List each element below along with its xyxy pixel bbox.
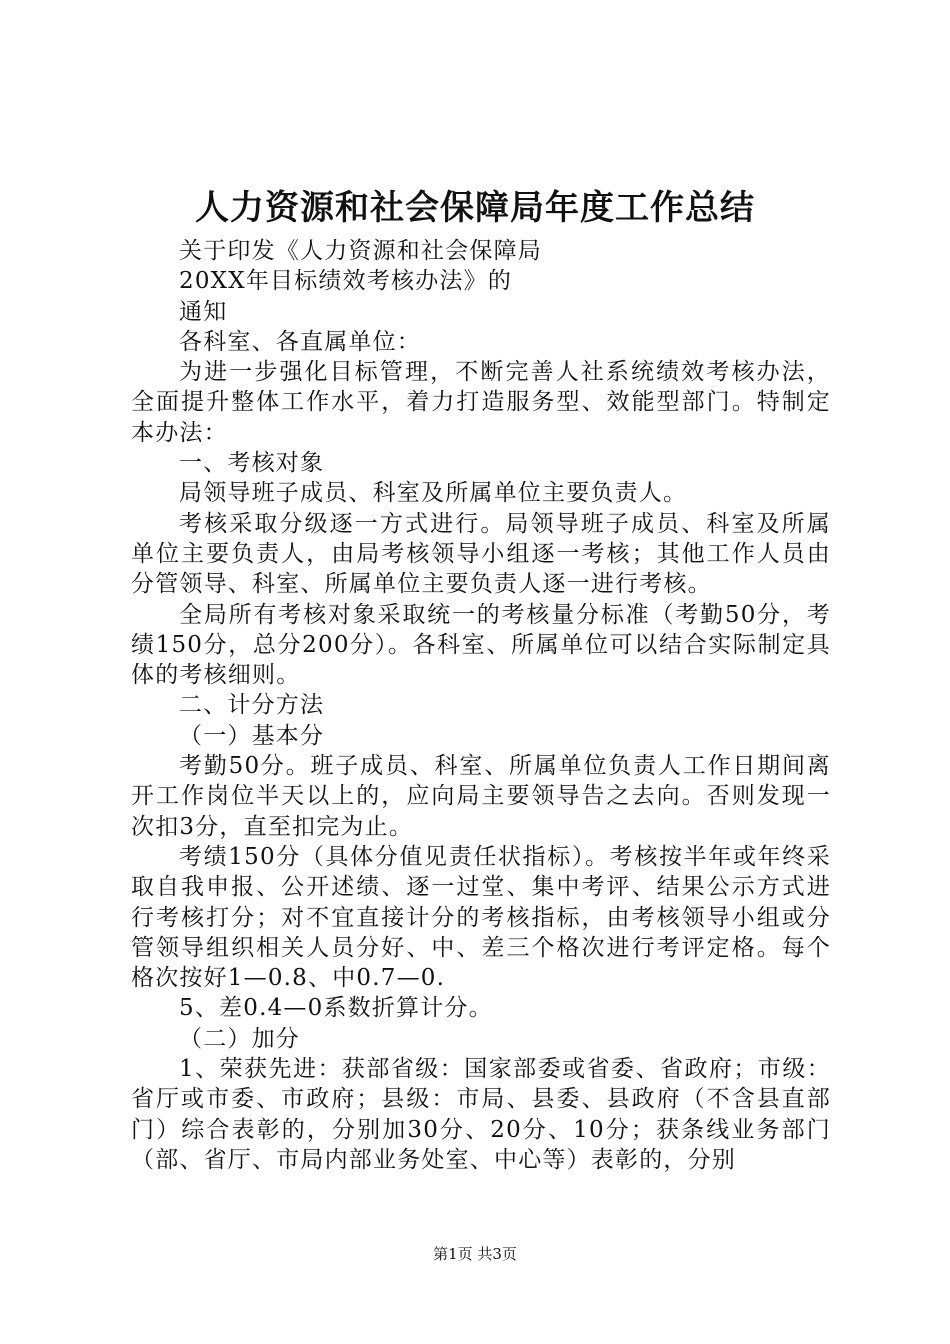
document-title: 人力资源和社会保障局年度工作总结 xyxy=(195,188,755,228)
recipients-line: 各科室、各直属单位： xyxy=(179,328,421,355)
document-body xyxy=(131,236,831,1175)
notice-heading-line-2: 20XX年目标绩效考核办法》的 xyxy=(179,268,513,295)
section-heading-assessment-targets: 一、考核对象 xyxy=(179,450,325,477)
notice-heading-line-3: 通知 xyxy=(179,298,228,325)
paragraph-honors: 1、荣获先进：获部省级：国家部委或省委、省政府；市级：省厅或市委、市政府；县级：市局、县委、县政府（不含县直部门）综合表彰的，分别加30分、20分、10分；获条线业务部门（部、省厅、市局内部业务处室、中心等）表彰的，分别 xyxy=(131,1056,831,1173)
section-heading-scoring-method: 二、计分方法 xyxy=(179,692,325,719)
notice-heading-line-1: 关于印发《人力资源和社会保障局 xyxy=(179,238,542,264)
paragraph-scoring-standard: 全局所有考核对象采取统一的考核量分标准（考勤50分，考绩150分，总分200分）。各科室、所属单位可以结合实际制定具体的考核细则。 xyxy=(131,601,831,689)
paragraph-attendance: 考勤50分。班子成员、科室、所属单位负责人工作日期间离开工作岗位半天以上的，应向局主要领导告之去向。否则发现一次扣3分，直至扣完为止。 xyxy=(131,753,831,840)
subsection-heading-basic-score: （一）基本分 xyxy=(179,722,325,749)
paragraph-performance: 考绩150分（具体分值见责任状指标）。考核按半年或年终采取自我申报、公开述绩、逐一过堂、集中考评、结果公示方式进行考核打分；对不宜直接计分的考核指标，由考核领导小组或分管领导组织相关人员分好、中、差三个格次进行考评定格。每个格次按好1—0.8、中0.7—0. xyxy=(131,843,831,992)
page-footer: 第1页 共3页 xyxy=(433,1245,517,1263)
subsection-heading-bonus: （二）加分 xyxy=(179,1025,300,1052)
paragraph-targets: 局领导班子成员、科室及所属单位主要负责人。 xyxy=(179,480,688,507)
paragraph-assessment-method: 考核采取分级逐一方式进行。局领导班子成员、科室及所属单位主要负责人，由局考核领导小组逐一考核；其他工作人员由分管领导、科室、所属单位主要负责人逐一进行考核。 xyxy=(131,510,831,598)
paragraph-coefficient: 5、差0.4—0系数折算计分。 xyxy=(179,995,493,1022)
intro-paragraph: 为进一步强化目标管理，不断完善人社系统绩效考核办法，全面提升整体工作水平，着力打造服务型、效能型部门。特制定本办法： xyxy=(131,359,831,446)
